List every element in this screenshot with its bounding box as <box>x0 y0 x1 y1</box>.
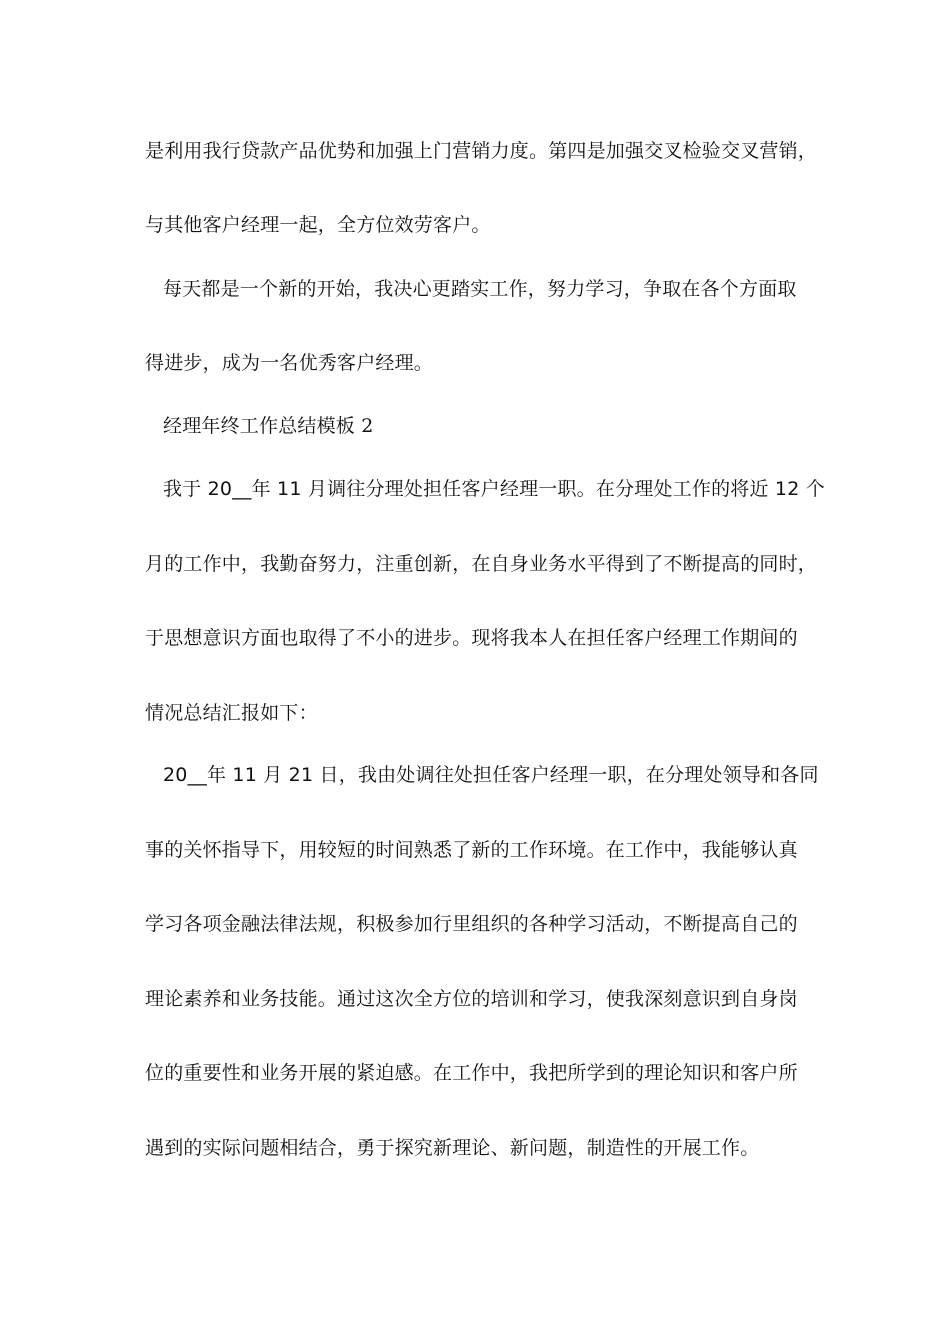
text-line-13: 理论素养和业务技能。通过这次全方位的培训和学习，使我深刻意识到自身岗 <box>145 988 798 1010</box>
text-line-2: 与其他客户经理一起，全方位效劳客户。 <box>145 214 491 236</box>
section-heading: 经理年终工作总结模板 2 <box>163 415 374 437</box>
text-line-9: 情况总结汇报如下： <box>145 702 318 724</box>
text-line-7: 月的工作中，我勤奋努力，注重创新，在自身业务水平得到了不断提高的同时， <box>145 553 818 575</box>
text-line-4: 得进步，成为一名优秀客户经理。 <box>145 352 434 374</box>
text-line-15: 遇到的实际问题相结合，勇于探究新理论、新问题，制造性的开展工作。 <box>145 1137 760 1159</box>
text-line-10: 20__年 11 月 21 日，我由处调往处担任客户经理一职，在分理处领导和各同 <box>163 764 819 786</box>
text-line-11: 事的关怀指导下，用较短的时间熟悉了新的工作环境。在工作中，我能够认真 <box>145 839 798 861</box>
text-line-14: 位的重要性和业务开展的紧迫感。在工作中，我把所学到的理论知识和客户所 <box>145 1062 798 1084</box>
text-line-8: 于思想意识方面也取得了不小的进步。现将我本人在担任客户经理工作期间的 <box>145 627 798 649</box>
text-line-6: 我于 20__年 11 月调往分理处担任客户经理一职。在分理处工作的将近 12 个 <box>163 478 825 500</box>
text-line-1: 是利用我行贷款产品优势和加强上门营销力度。第四是加强交叉检验交叉营销， <box>145 140 818 162</box>
text-line-3: 每天都是一个新的开始，我决心更踏实工作，努力学习，争取在各个方面取 <box>163 278 797 300</box>
text-line-12: 学习各项金融法律法规，积极参加行里组织的各种学习活动，不断提高自己的 <box>145 913 798 935</box>
